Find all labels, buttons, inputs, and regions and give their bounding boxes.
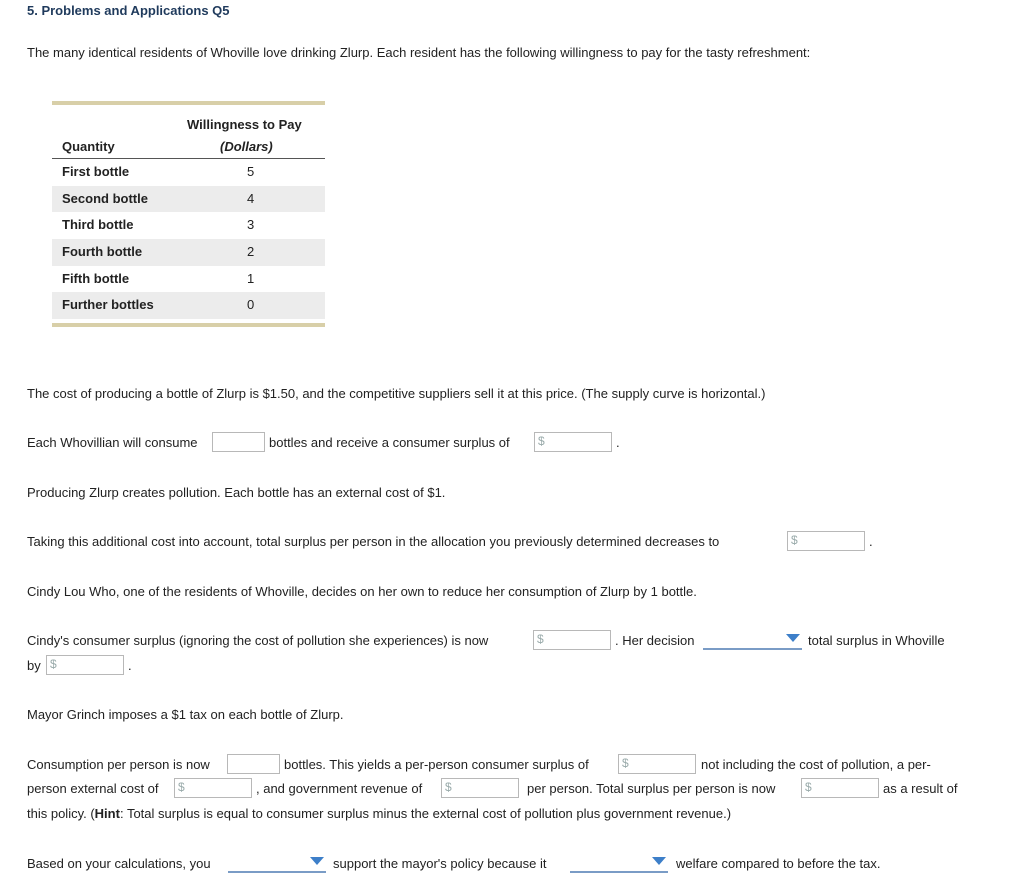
row-label: Third bottle <box>62 217 134 233</box>
row-label: First bottle <box>62 164 130 179</box>
q5-text-c: welfare compared to before the tax. <box>676 856 881 871</box>
q4-text-g: as a result of <box>883 781 958 796</box>
row-label: Fifth bottle <box>62 270 130 286</box>
triangle-down-icon <box>786 634 800 642</box>
q4-text-d: person external cost of <box>27 781 159 796</box>
dollar-sign: $ <box>537 632 544 646</box>
header-wtp: Willingness to Pay <box>187 117 302 132</box>
table-row <box>52 186 325 213</box>
header-units: (Dollars) <box>220 139 273 154</box>
triangle-down-icon <box>310 857 324 865</box>
intro-text: The many identical residents of Whoville love drinking Zlurp. Each resident has the following willingness to pay for the tasty refreshment: <box>27 45 811 60</box>
table-row <box>52 159 325 186</box>
q1-text-a: Each Whovillian will consume <box>27 435 198 450</box>
row-value: 5 <box>247 164 255 179</box>
cindy-text: Cindy Lou Who, one of the residents of Whoville, decides on her own to reduce her consumption of Zlurp by 1 bottle. <box>27 584 697 599</box>
total-surplus-after-tax-input[interactable] <box>801 778 879 798</box>
dollar-sign: $ <box>445 780 452 794</box>
dollar-sign: $ <box>538 434 545 448</box>
dollar-sign: $ <box>50 657 57 671</box>
q4-text-h-post: : Total surplus is equal to consumer surplus minus the external cost of pollution plus government revenue.) <box>119 806 732 821</box>
government-revenue-input[interactable] <box>441 778 519 798</box>
consumer-surplus-after-tax-input[interactable] <box>618 754 696 774</box>
q4-text-h-pre: this policy. ( <box>27 806 95 821</box>
row-value: 2 <box>247 244 255 260</box>
external-cost-input[interactable] <box>174 778 252 798</box>
q5-text-a: Based on your calculations, you <box>27 856 211 871</box>
pollution-text: Producing Zlurp creates pollution. Each bottle has an external cost of $1. <box>27 485 446 500</box>
q3-text-d: by <box>27 658 41 673</box>
dollar-sign: $ <box>178 780 185 794</box>
wtp-table <box>52 101 325 327</box>
cindy-surplus-input[interactable] <box>533 630 611 650</box>
triangle-down-icon <box>652 857 666 865</box>
row-value: 4 <box>247 190 255 206</box>
table-header <box>52 105 325 159</box>
table-row <box>52 239 325 266</box>
row-label: Fourth bottle <box>62 244 143 260</box>
q4-text-c: not including the cost of pollution, a per- <box>701 757 931 772</box>
dollar-sign: $ <box>791 533 798 547</box>
row-label: Second bottle <box>62 190 148 206</box>
q1-text-b: bottles and receive a consumer surplus of <box>269 435 510 450</box>
q2-text-a: Taking this additional cost into account, total surplus per person in the allocation you previously determined decreases to <box>27 534 720 549</box>
q4-text-b: bottles. This yields a per-person consumer surplus of <box>284 757 589 772</box>
q3-text-c: total surplus in Whoville <box>808 633 945 648</box>
q4-text-e: , and government revenue of <box>256 781 423 796</box>
hint-label: Hint <box>94 806 120 821</box>
row-value: 0 <box>247 297 255 313</box>
tax-text: Mayor Grinch imposes a $1 tax on each bottle of Zlurp. <box>27 707 344 722</box>
surplus-change-input[interactable] <box>46 655 124 675</box>
q3-text-a: Cindy's consumer surplus (ignoring the cost of pollution she experiences) is now <box>27 633 489 648</box>
q4-hint-line <box>27 806 731 821</box>
row-value: 3 <box>247 217 255 233</box>
q5-text-b: support the mayor's policy because it <box>333 856 547 871</box>
row-label: Further bottles <box>62 297 154 313</box>
header-quantity: Quantity <box>62 139 115 154</box>
q1-end: . <box>616 435 620 450</box>
total-surplus-input[interactable] <box>787 531 865 551</box>
consumer-surplus-input[interactable] <box>534 432 612 452</box>
table-bottom-bar <box>52 323 325 327</box>
support-dropdown[interactable] <box>228 853 326 873</box>
q3-end: . <box>128 658 132 673</box>
row-value: 1 <box>247 270 255 286</box>
q3-text-b: . Her decision <box>615 633 695 648</box>
consumption-after-tax-input[interactable] <box>227 754 280 774</box>
q4-text-a: Consumption per person is now <box>27 757 210 772</box>
welfare-effect-dropdown[interactable] <box>570 853 668 873</box>
decision-effect-dropdown[interactable] <box>703 630 802 650</box>
bottles-consumed-input[interactable] <box>212 432 265 452</box>
table-row <box>52 292 325 319</box>
dollar-sign: $ <box>622 756 629 770</box>
page-title: 5. Problems and Applications Q5 <box>27 3 230 18</box>
table-row <box>52 266 325 293</box>
q2-end: . <box>869 534 873 549</box>
table-row <box>52 212 325 239</box>
dollar-sign: $ <box>805 780 812 794</box>
q4-text-f: per person. Total surplus per person is now <box>527 781 776 796</box>
cost-text: The cost of producing a bottle of Zlurp is $1.50, and the competitive suppliers sell it at this price. (The supply curve is horizontal.) <box>27 386 766 401</box>
